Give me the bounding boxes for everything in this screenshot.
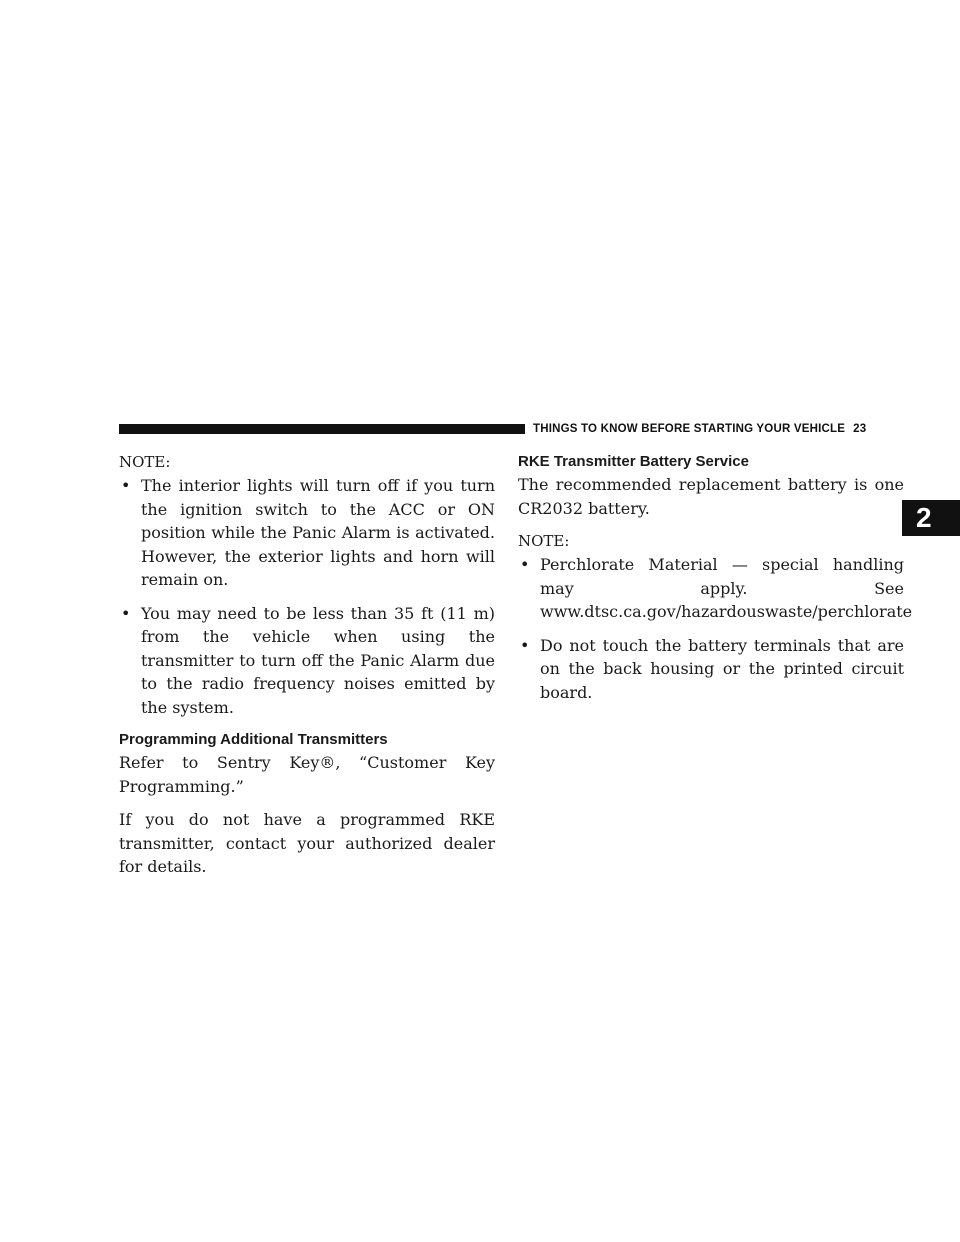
left-column [119, 451, 495, 889]
paragraph: If you do not have a programmed RKE transmitter, contact your authorized dealer for details. [119, 810, 495, 876]
paragraph: Refer to Sentry Key®, “Customer Key Programming.” [119, 753, 495, 796]
header-rule [119, 424, 525, 434]
section-heading: RKE Transmitter Battery Service [518, 453, 749, 470]
note-label: NOTE: [119, 453, 171, 471]
paragraph: The recommended replacement battery is one CR2032 battery. [518, 475, 904, 518]
chapter-number: 2 [916, 502, 932, 533]
chapter-tab [902, 500, 960, 536]
note-bullet-list [119, 474, 495, 719]
list-item: • Perchlorate Material — special handling may apply. See www.dtsc.ca.gov/hazardouswaste/perchlorate [520, 555, 913, 621]
header-title: THINGS TO KNOW BEFORE STARTING YOUR VEHICLE [533, 423, 846, 435]
bullet-glyph: • [121, 476, 131, 495]
note-bullet-list [518, 553, 913, 704]
page-number: 23 [853, 423, 867, 435]
section-heading: Programming Additional Transmitters [119, 731, 388, 748]
bullet-glyph: • [520, 555, 530, 574]
list-item: • Do not touch the battery terminals that are on the back housing or the printed circuit board. [520, 635, 904, 702]
list-item: • The interior lights will turn off if you turn the ignition switch to the ACC or ON position while the Panic Alarm is activated. However, the exterior lights and horn will remain on. [121, 476, 495, 589]
note-label: NOTE: [518, 532, 570, 550]
bullet-glyph: • [121, 603, 131, 623]
running-header [533, 421, 903, 437]
right-column [518, 451, 913, 714]
bullet-glyph: • [520, 635, 530, 655]
list-item: • You may need to be less than 35 ft (11 m) from the vehicle when using the transmitter to turn off the Panic Alarm due to the radio frequency noises emitted by the system. [121, 603, 495, 717]
